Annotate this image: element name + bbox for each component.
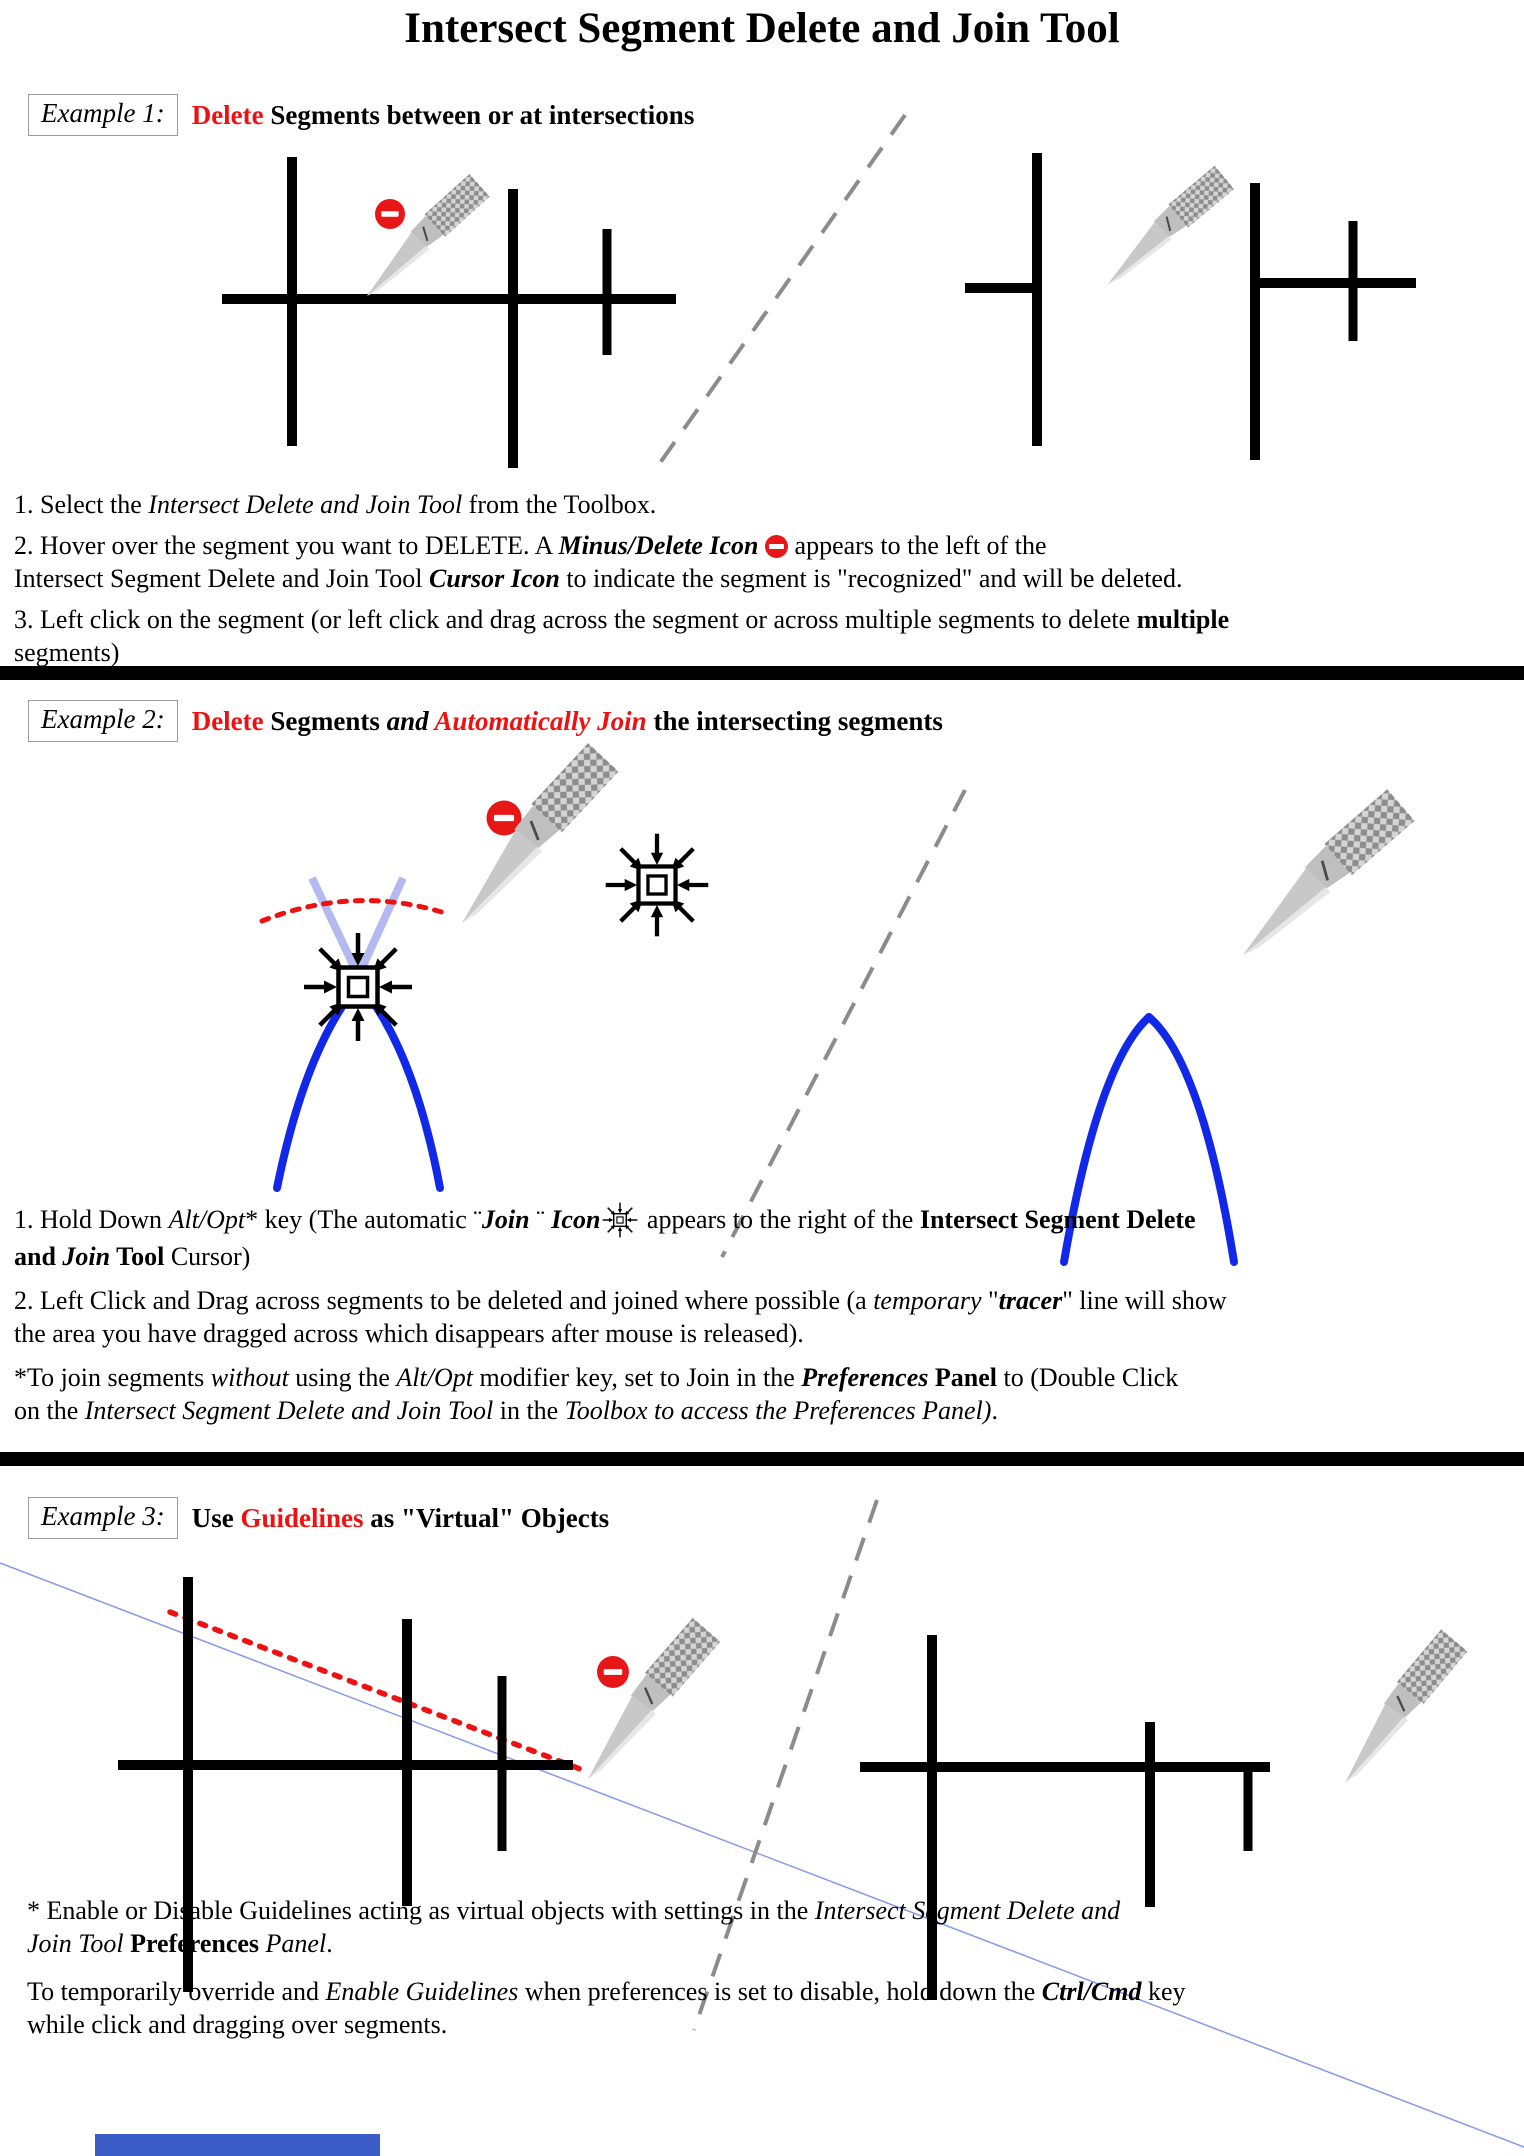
example3-header — [28, 1497, 609, 1539]
page-title: Intersect Segment Delete and Join Tool — [404, 5, 1120, 52]
example2-steps — [14, 1200, 1514, 1438]
knife-cursor-icon — [1223, 789, 1415, 963]
example3-label-box: Example 3: — [28, 1497, 178, 1539]
step-2: 2. Left Click and Drag across segments to be deleted and joined where possible (a temporary "tracer" line will show the area you have dragged across which disappears after mouse is released). — [14, 1286, 1227, 1348]
step-1: 1. Select the Intersect Delete and Join Tool from the Toolbox. — [14, 490, 657, 519]
minus-delete-icon — [597, 1656, 629, 1688]
knife-cursor-icon — [440, 743, 619, 931]
bottom-blue-bar — [95, 2134, 380, 2156]
step-3: 3. Left click on the segment (or left click and drag across the segment or across multiple segments to delete multiple segments) — [14, 605, 1230, 667]
example3-heading: Use Guidelines as "Virtual" Objects — [191, 1502, 610, 1533]
guidelines-note-1: * Enable or Disable Guidelines acting as virtual objects with settings in the Intersect Segment Delete and Join Tool Preferences Panel. — [27, 1896, 1121, 1958]
example1-heading: Delete Segments between or at intersections — [191, 99, 695, 130]
step-2: 2. Hover over the segment you want to DELETE. A Minus/Delete Icon appears to the left of the Intersect Segment Delete and Join Tool Cursor Icon to indicate the segment is "recognized" and will be deleted. — [14, 531, 1183, 593]
guideline — [0, 1563, 1524, 2147]
knife-cursor-icon — [352, 174, 489, 302]
section-divider-2 — [0, 1452, 1524, 1466]
minus-delete-icon — [375, 199, 405, 229]
minus-delete-icon — [765, 535, 788, 558]
tracer-line — [170, 1612, 588, 1772]
knife-cursor-icon — [568, 1618, 720, 1786]
knife-cursor-icon — [1094, 166, 1234, 291]
before-after-divider-line — [655, 115, 905, 470]
knife-cursor-icon — [1326, 1629, 1468, 1789]
join-icon — [600, 1200, 640, 1240]
join-icon — [606, 834, 709, 937]
join-icon — [304, 933, 412, 1041]
tracer-line — [262, 901, 448, 921]
blue-curve — [277, 986, 357, 1188]
guidelines-note-2: To temporarily override and Enable Guidelines when preferences is set to disable, hold down the Ctrl/Cmd key while click and dragging over segments. — [27, 1977, 1186, 2039]
blue-curve — [361, 986, 440, 1188]
preferences-note: *To join segments without using the Alt/Opt modifier key, set to Join in the Preferences Panel to (Double Click on the Intersect Segment Delete and Join Tool in the Toolbox to access the Preferences Panel). — [14, 1363, 1179, 1425]
example2-heading: Delete Segments and Automatically Join the intersecting segments — [191, 705, 943, 736]
example2-label-box: Example 2: — [28, 700, 178, 742]
example2-diagram — [262, 743, 1415, 1262]
example2-header — [28, 700, 943, 742]
example1-diagram — [222, 115, 1416, 470]
example1-label-box: Example 1: — [28, 94, 178, 136]
step-1: 1. Hold Down Alt/Opt* key (The automatic ¨Join ¨ Icon appears to the right of the Intersect Segment Delete and Join Tool Cursor) — [14, 1200, 1514, 1273]
before-after-divider-line — [722, 790, 965, 1257]
example1-steps — [14, 488, 1514, 677]
example3-notes — [27, 1894, 1514, 2056]
example1-header — [28, 94, 694, 136]
